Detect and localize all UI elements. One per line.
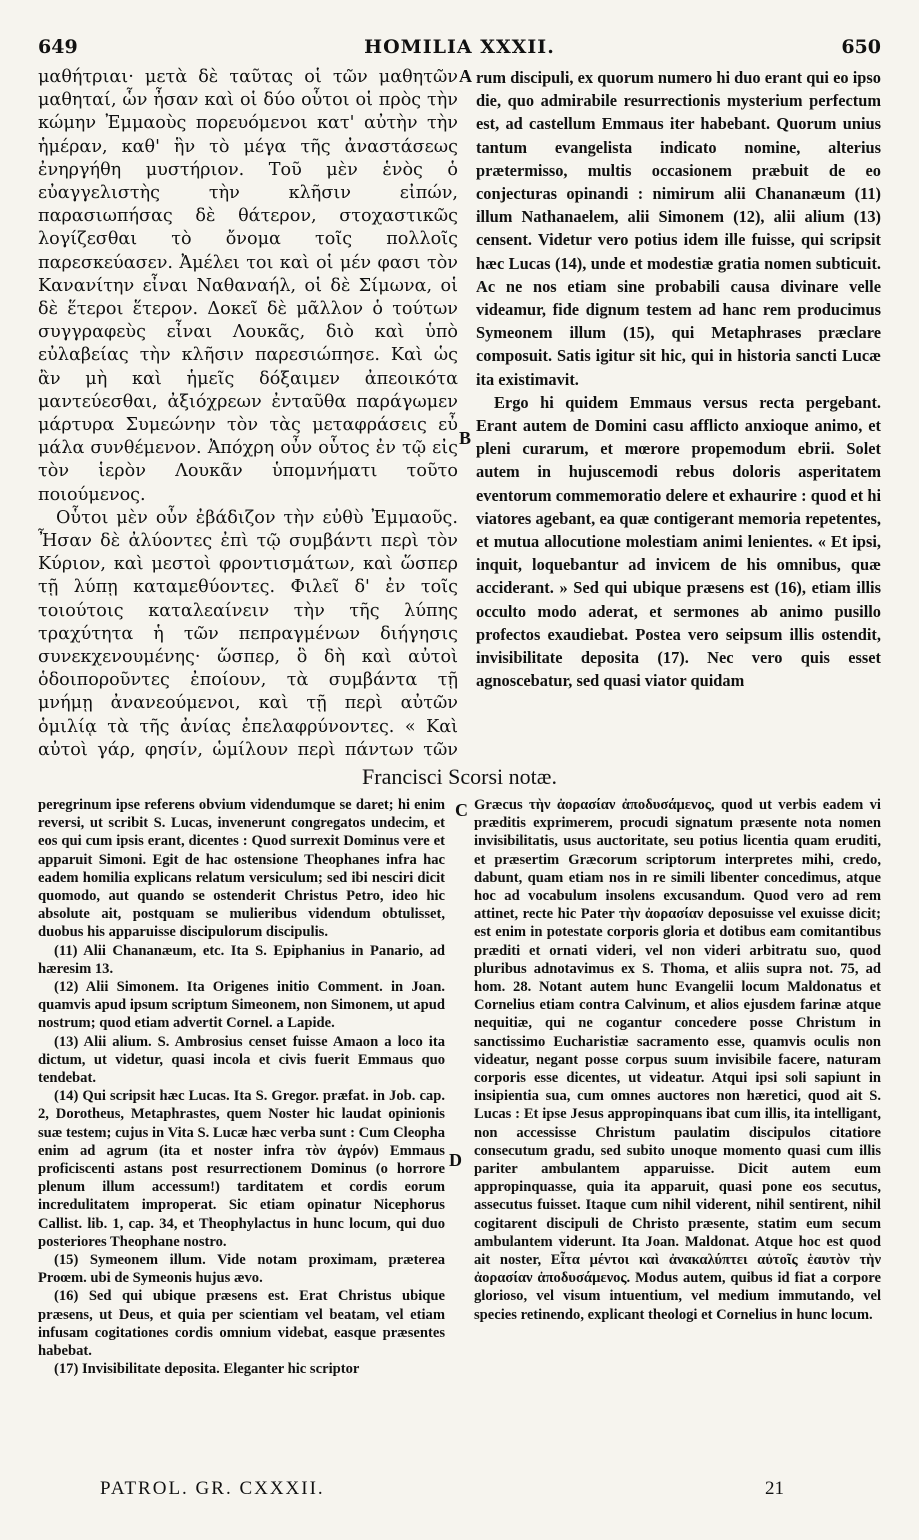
margin-letter-a: A: [459, 66, 472, 86]
notes-left-column: [38, 796, 445, 1476]
page-footer: [0, 1478, 919, 1508]
latin-text-column: [476, 66, 881, 762]
running-header: [38, 36, 881, 60]
notes-right-column: [474, 796, 881, 1476]
note-17-continuation: Græcus τὴν ἀορασίαν ἀποδυσάμενος, quod ut verbis eadem vi præditis exprimerem, procudi signatum præsente nota nomen invisibilitatis, usus auctoritate, seu potius licentia quam eruditi, et præsertim Græcorum scriptorum interpretes mihi, credo, dabunt, quam etiam nos in re simili libenter concedimus, atque hoc ad vocabulum insolens excusandum. Quod vero ad rem attinet, recte hic Pater τὴν ἀορασίαν deposuisse vel exuisse dicit; est enim in potestate corporis gloria et dotibus eam comitantibus præditi et ornati videri, vel non videri arbitratu suo, quod pluribus adnotavimus ex S. Thoma, et aliis supra not. 75, ad hom. 28. Notant autem hunc Evangelii locum Maldonatus et Cornelius etiam contra Calvinum, et alios ejusdem farinæ atque nequitiæ, qui ne cogantur concedere posse Christum in sanctissimo Eucharistiæ sacramento esse, quamvis oculis non videatur, negant posse corpus suum invisibile facere, naturam corporis esse dicentes, ut videatur. Atqui ipsi soli sapiunt in insipientia sua, cum omnes auctores non hæretici, quod ait S. Lucas : Et ipse Jesus appropinquans ibat cum illis, ita intelligant, non accessisse Christum paulatim discipulos citatiore consecutum gradu, sed subito unoque momento quasi cum illis pariter ambulantem apparuisse. Dicit autem eum appropinquasse, quia ita apparuit, quasi pone eos secutus, assecutus fuisset. Itaque cum nihil viderent, nihil sentirent, nihil cogitarent discipuli de Christo præsente, statim eum secum ambulantem viderunt. Ita Joan. Maldonat. Atque hoc est quod ait noster, Εἶτα μέντοι καὶ ἀνακαλύπτει αὐτοῖς ἑαυτὸν τὴν ἀορασίαν ἀποδυσάμενος. Modus autem, quibus id fiat a corpore glorioso, vel visum intuentium, vel medium immutando, vel species retinendo, explicant theologi et Cornelius in hunc locum.: [474, 797, 881, 1323]
greek-text-column: [38, 66, 458, 762]
latin-paragraph-1: rum discipuli, ex quorum numero hi duo erant qui eo ipso die, quo admirabile resurrectionis mysterium perfectum est, ad castellum Emmaus iter habebant. Quorum unius tantum evangelista indicato nomine, alterius prætermisso, multis occasionem præbuit de eo conjecturas opinandi : nimirum alii Chananæum (11) illum Nathanaelem, alii Simonem (12), alii alium (13) censent. Videtur vero potius idem ille fuisse, qui scripsit hæc Lucas (14), unde et modestiæ gratia nomen subticuit. Ac ne nos etiam sine probabili causa divinare velle videamur, fide dignum testem ad hanc rem producimus Symeonem illum (15), qui Metaphrases præclare composuit. Satis igitur sit hic, qui in historia sancti Lucæ ita existimavit.: [476, 68, 881, 389]
margin-letter-d: D: [449, 1150, 462, 1170]
margin-letter-b: B: [459, 428, 472, 448]
latin-paragraph-2: Ergo hi quidem Emmaus versus recta pergebant. Erant autem de Domini casu afflicto anxioque animo, et pleni curarum, et mœrore propemodum ebrii. Solet autem in hujuscemodi rebus doloris asperitatem eventorum commemoratio delere et exhaurire : quod et hi viatores agebant, ea quæ contigerant memoria repetentes, et mutua allocutione molestiam animi lenientes. « Et ipsi, inquit, loquebantur ad invicem de his omnibus, quæ acciderant. » Sed qui ubique præsens est (16), etiam illis occulto modo aderat, et sermones ab animo pusillo profectos exaudiebat. Postea vero seipsum illis ostendit, invisibilitate deposita (17). Nec vero quis esset agnoscebatur, sed quasi viator quidam: [476, 392, 881, 691]
page-number-right: 650: [841, 36, 881, 58]
note-17: (17) Invisibilitate deposita. Eleganter hic scriptor: [54, 1361, 360, 1378]
note-14: (14) Qui scripsit hæc Lucas. Ita S. Gregor. præfat. in Job. cap. 2, Dorotheus, Metaphrastes, quem Noster hic laudat opinionis suæ testem; cujus in Vita S. Lucæ hæc verba sunt : Cum Cleopha enim ad agrum (ita et noster infra τὸν ἀγρόν) Emmaus proficiscenti astans post resurrectionem Dominus (o horrore plenum illum accessum!) tarditatem et cordis eorum incredulitatem improperat. Sic etiam opinatur Nicephorus Callist. lib. 1, cap. 34, et Theophylactus in hunc locum, qui duo posteriores Theophane nostro.: [38, 1088, 445, 1250]
note-continuation: peregrinum ipse referens obvium videndumque se daret; hi enim reversi, ut scribit S. Lucas, invenerunt congregatos undecim, et eos qui cum ipsis erant, dicentes : Quod surrexit Dominus vere et apparuit Simoni. Egit de hac ostensione Theophanes infra hac eadem homilia explicans relatum versiculum; sed ibi nesciri dicit quomodo, aut quando se ostenderit Christus Petro, ideo hic absolute ait, postquam se mulieribus videndum obtulisset, duobus his apparuisse discipulorum discipulis.: [38, 797, 445, 941]
greek-paragraph-1: μαθήτριαι· μετὰ δὲ ταῦτας οἱ τῶν μαθητῶν μαθηταί, ὧν ἦσαν καὶ οἱ δύο οὗτοι οἱ πρὸς τὴν κώμην Ἐμμαοὺς πορευόμενοι κατ' αὐτὴν τὴν ἡμέραν, καθ' ἣν τὸ μέγα τῆς ἀναστάσεως ἐνηργήθη μυστήριον. Τοῦ μὲν ἑνὸς ὁ εὐαγγελιστὴς τὴν κλῆσιν εἰπών, παρασιωπήσας δὲ θάτερον, στοχαστικῶς λογίζεσθαι τὸ ὄνομα τοῖς πολλοῖς παρεσκεύασεν. Ἀμέλει τοι καὶ οἱ μέν φασι τὸν Κανανίτην εἶναι Ναθαναήλ, οἱ δὲ Σίμωνα, οἱ δὲ ἕτεροι ἕτερον. Δοκεῖ δὲ μᾶλλον ὁ τούτων συγγραφεὺς εἶναι Λουκᾶς, διὸ καὶ ὑπὸ εὐλαβείας τὴν κλῆσιν παρεσιώπησε. Καὶ ὡς ἂν μὴ καὶ ἡμεῖς δόξαιμεν ἀπεοικότα μαντεύεσθαι, ἀξιόχρεων ἐνταῦθα παράγωμεν μάρτυρα Συμεώνην τὸν τὰς μεταφράσεις εὖ μάλα συνθέμενον. Ἀπόχρη οὖν οὗτος ἐν τῷ εἰς τὸν ἱερὸν Λουκᾶν ὑπομνήματι τοῦτο ποιούμενος.: [38, 67, 458, 505]
notes-heading: Francisci Scorsi notæ.: [362, 764, 557, 789]
note-16: (16) Sed qui ubique præsens est. Erat Christus ubique præsens, ut Deus, et quia per scientiam vel beatam, vel etiam infusam cogitationes cordis omnium videbat, easque præsentes habebat.: [38, 1288, 445, 1360]
note-12: (12) Alii Simonem. Ita Origenes initio Comment. in Joan. quamvis apud ipsum scriptum Simeonem, non Simonem, ut apud nostrum; quod etiam advertit Cornel. a Lapide.: [38, 979, 445, 1032]
margin-letter-c: C: [455, 800, 468, 820]
note-15: (15) Symeonem illum. Vide notam proximam, præterea Proœm. ubi de Symeonis hujus ævo.: [38, 1252, 445, 1287]
note-13: (13) Alii alium. S. Ambrosius censet fuisse Amaon a loco ita dictum, ut videtur, quasi incola et civis fuerit Emmaus quo tendebat.: [38, 1033, 445, 1087]
page-title: HOMILIA XXXII.: [364, 36, 555, 58]
greek-paragraph-2: Οὗτοι μὲν οὖν ἐβάδιζον τὴν εὐθὺ Ἐμμαοῦς. Ἦσαν δὲ ἀλύοντες ἐπὶ τῷ συμβάντι περὶ τὸν Κύριον, καὶ μεστοὶ φροντισμάτων, καὶ ὥσπερ τῇ λύπῃ καταμεθύοντες. Φιλεῖ δ' ἐν τοῖς τοιούτοις καταλεαίνειν τὴν τῆς λύπης τραχύτητα ἡ τῶν πεπραγμένων διήγησις συνεκχενουμένης· ὥσπερ, ὃ δὴ καὶ αὐτοὶ ὁδοιποροῦντες ἐποίουν, τὰ συμβάντα τῇ μνήμῃ ἀνανεούμενοι, καὶ τῇ περὶ αὐτῶν ὁμιλίᾳ τὰ τῆς ἀνίας ἐπελαφρύνοντες. « Καὶ αὐτοὶ γάρ, φησίν, ὡμίλουν περὶ πάντων τῶν: [38, 507, 458, 760]
note-11: (11) Alii Chananæum, etc. Ita S. Epiphanius in Panario, ad hæresim 13.: [38, 942, 445, 977]
page-number-left: 649: [38, 36, 78, 58]
footer-series: PATROL. GR. CXXXII.: [100, 1478, 325, 1499]
footer-signature-number: 21: [765, 1478, 784, 1499]
